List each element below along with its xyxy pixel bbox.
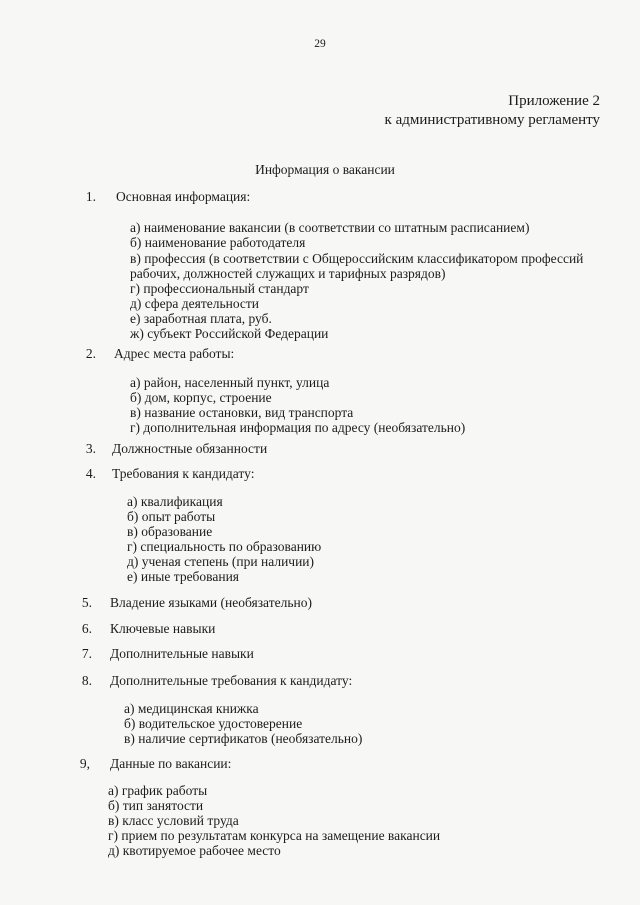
section-number: 3. <box>85 441 96 456</box>
list-item: а) график работы <box>108 783 208 798</box>
section-title: Основная информация: <box>116 189 251 204</box>
section-title: Дополнительные требования к кандидату: <box>110 673 353 688</box>
list-item: б) водительское удостоверение <box>124 716 303 731</box>
list-item: в) наличие сертификатов (необязательно) <box>124 731 363 746</box>
section-title: Ключевые навыки <box>110 621 216 636</box>
page-number: 29 <box>314 38 326 50</box>
list-item: ж) субъект Российской Федерации <box>130 326 329 341</box>
list-item: д) ученая степень (при наличии) <box>127 554 315 569</box>
list-item: е) иные требования <box>127 569 240 584</box>
section-number: 2. <box>85 346 96 361</box>
list-item: а) район, населенный пункт, улица <box>130 375 330 390</box>
list-item: е) заработная плата, руб. <box>130 311 272 326</box>
list-item: в) название остановки, вид транспорта <box>130 405 354 420</box>
section-title: Владение языками (необязательно) <box>110 595 312 610</box>
section-title: Должностные обязанности <box>112 441 268 456</box>
list-item: г) профессиональный стандарт <box>130 281 309 296</box>
list-item: в) профессия (в соответствии с Общероссийским классификатором профессий <box>130 251 584 266</box>
list-item: б) наименование работодателя <box>130 235 306 250</box>
section-number: 9, <box>79 756 90 771</box>
appendix-header <box>385 92 600 130</box>
section-number: 6. <box>81 621 92 636</box>
appendix-line-1: Приложение 2 <box>508 93 600 109</box>
section-number: 8. <box>81 673 92 688</box>
section-number: 7. <box>81 646 92 661</box>
section-number: 4. <box>85 466 96 481</box>
list-item: г) специальность по образованию <box>127 539 322 554</box>
list-item: рабочих, должностей служащих и тарифных разрядов) <box>130 266 446 281</box>
list-item: б) опыт работы <box>127 509 216 524</box>
list-item: в) образование <box>127 524 213 539</box>
section-title: Данные по вакансии: <box>110 756 232 771</box>
list-item: а) квалификация <box>127 494 223 509</box>
list-item: б) тип занятости <box>108 798 204 813</box>
appendix-line-2: к административному регламенту <box>384 112 600 128</box>
list-item: а) медицинская книжка <box>124 701 259 716</box>
list-item: г) прием по результатам конкурса на замещение вакансии <box>108 828 441 843</box>
list-item: а) наименование вакансии (в соответствии со штатным расписанием) <box>130 220 530 235</box>
section-number: 1. <box>85 189 96 204</box>
section-title: Дополнительные навыки <box>110 646 254 661</box>
section-title: Адрес места работы: <box>114 346 235 361</box>
document-title: Информация о вакансии <box>255 162 395 177</box>
list-item: д) сфера деятельности <box>130 296 260 311</box>
list-item: г) дополнительная информация по адресу (необязательно) <box>130 420 466 435</box>
section-title: Требования к кандидату: <box>112 466 255 481</box>
list-item: в) класс условий труда <box>108 813 239 828</box>
list-item: б) дом, корпус, строение <box>130 390 272 405</box>
section-number: 5. <box>81 595 92 610</box>
list-item: д) квотируемое рабочее место <box>108 843 281 858</box>
